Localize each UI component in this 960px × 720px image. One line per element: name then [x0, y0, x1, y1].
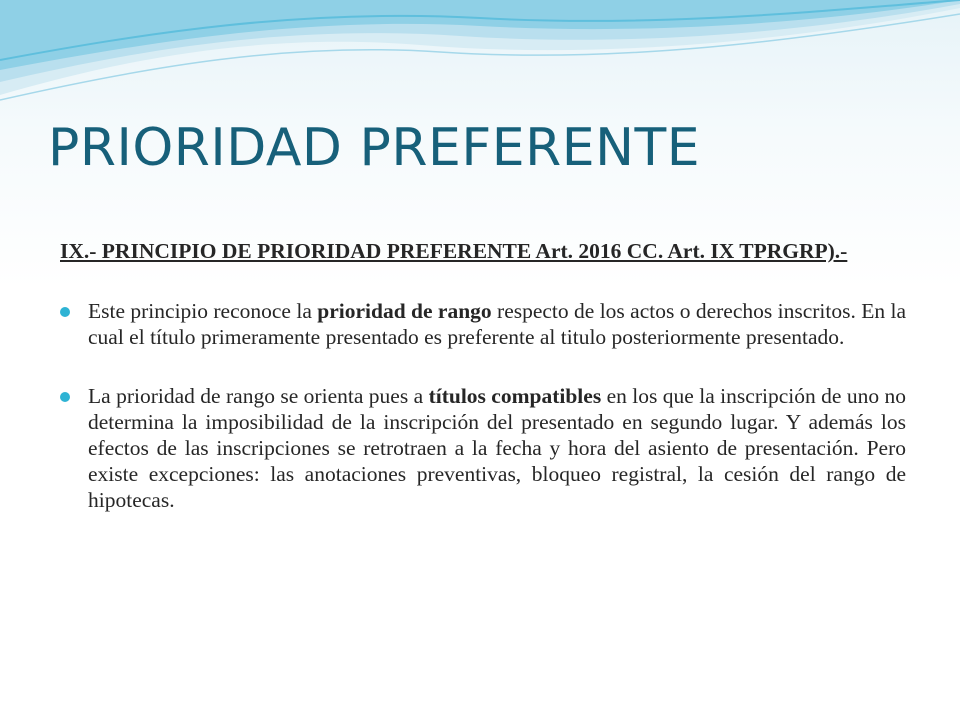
- slide-content: [60, 238, 906, 546]
- bullet-text-after: respecto de los actos o derechos inscritos. En la cual el título primeramente presentado es preferente al titulo posteriormente presentado.: [88, 299, 907, 349]
- bullet-text-bold: títulos compatibles: [428, 384, 602, 408]
- page-title: PRIORIDAD PREFERENTE: [48, 118, 701, 178]
- bullet-text-after: en los que la inscripción de uno no determina la imposibilidad de la inscripción del presentado en segundo lugar. Y además los efectos de las inscripciones se retrotraen a la fecha y hora del asiento de presentación. Pero existe excepciones: las anotaciones preventivas, bloqueo registral, la cesión del rango de hipotecas.: [88, 384, 906, 512]
- bullet-item: [60, 383, 906, 513]
- bullet-text-bold: prioridad de rango: [317, 299, 492, 323]
- filled-circle-bullet-icon: [60, 392, 70, 402]
- bullet-item: [60, 298, 906, 350]
- bullet-text-before: La prioridad de rango se orienta pues a: [88, 384, 429, 408]
- section-subtitle: IX.- PRINCIPIO DE PRIORIDAD PREFERENTE Art. 2016 CC. Art. IX TPRGRP).-: [60, 239, 848, 263]
- filled-circle-bullet-icon: [60, 307, 70, 317]
- decorative-wave-header: [0, 0, 960, 120]
- bullet-text-before: Este principio reconoce la: [88, 299, 318, 323]
